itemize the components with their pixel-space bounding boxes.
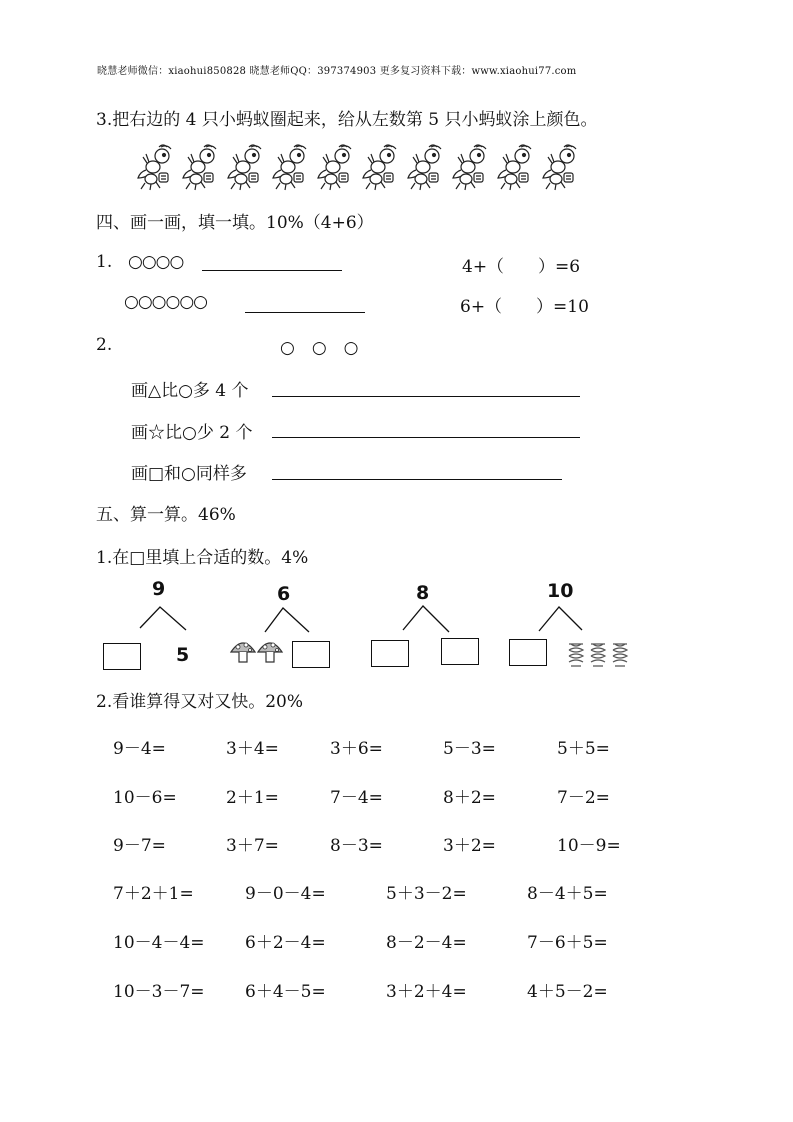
arith-item: 7－2= [557,788,610,808]
arith-item: 7＋2＋1= [113,884,194,904]
section-5-title: 五、算一算。46% [96,505,236,525]
arith-item: 4＋5－2= [527,982,608,1002]
page-header: 晓慧老师微信：xiaohui850828 晓慧老师QQ：397374903 更多复习资料下载：www.xiaohui77.com [97,66,577,77]
arith-item: 9－0－4= [245,884,326,904]
question-3-title: 3.把右边的 4 只小蚂蚁圈起来，给从左数第 5 只小蚂蚁涂上颜色。 [96,110,598,130]
arith-item: 2＋1= [226,788,279,808]
question-5-2-title: 2.看谁算得又对又快。20% [96,692,304,712]
arith-item: 10－3－7= [113,982,205,1002]
arith-item: 8＋2= [443,788,496,808]
answer-box[interactable] [371,640,409,667]
answer-box[interactable] [441,638,479,665]
equation-2: 6+（ ）=10 [460,297,589,317]
arith-item: 6＋4－5= [245,982,326,1002]
arith-item: 5＋5= [557,739,610,759]
circle-group-4: ○○○○ [128,252,184,272]
bond-right-number: 5 [176,644,190,666]
bond-top-number: 6 [277,583,291,605]
draw-instruction-square: 画□和○同样多 [131,464,247,484]
arith-item: 7－4= [330,788,383,808]
arith-item: 8－4＋5= [527,884,608,904]
arith-item: 10－4－4= [113,933,205,953]
answer-box[interactable] [292,641,330,668]
spring-icon [609,640,631,668]
bond-top-number: 8 [416,582,430,604]
spring-pictures [565,640,635,670]
q1-label: 1. [96,252,113,272]
mushroom-icon [229,638,257,666]
arith-item: 8－3= [330,836,383,856]
circle-group-6: ○○○○○○ [124,292,208,312]
draw-instruction-triangle: 画△比○多 4 个 [131,381,249,401]
arith-item: 9－7= [113,836,166,856]
arith-item: 10－6= [113,788,177,808]
arith-item: 5－3= [443,739,496,759]
draw-instruction-star: 画☆比○少 2 个 [131,423,253,443]
arith-item: 9－4= [113,739,166,759]
mushroom-pictures [229,638,289,668]
mushroom-icon [256,638,284,666]
three-circles: ○ ○ ○ [280,338,359,358]
arith-item: 7－6＋5= [527,933,608,953]
arith-item: 3＋7= [226,836,279,856]
arith-item: 3＋6= [330,739,383,759]
answer-box[interactable] [103,643,141,670]
question-5-1-title: 1.在□里填上合适的数。4% [96,548,309,568]
equation-1: 4+（ ）=6 [462,257,581,277]
spring-icon [587,640,609,668]
arith-item: 8－2－4= [386,933,467,953]
section-4-title: 四、画一画，填一填。10%（4+6） [96,213,374,233]
bond-top-number: 10 [547,580,574,602]
arith-item: 5＋3－2= [386,884,467,904]
q2-label: 2. [96,335,113,355]
bond-top-number: 9 [152,578,166,600]
arith-item: 3＋2= [443,836,496,856]
spring-icon [565,640,587,668]
arith-item: 3＋4= [226,739,279,759]
answer-box[interactable] [509,639,547,666]
arith-item: 10－9= [557,836,621,856]
arith-item: 3＋2＋4= [386,982,467,1002]
arith-item: 6＋2－4= [245,933,326,953]
